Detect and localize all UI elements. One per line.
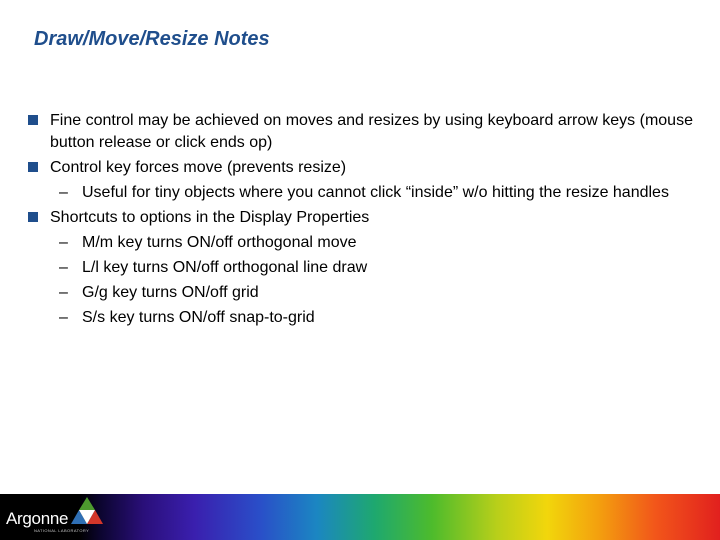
sub-bullet-item <box>28 307 708 329</box>
sub-bullet-text: G/g key turns ON/off grid <box>82 284 259 301</box>
footer-gradient-bar <box>0 494 720 540</box>
sub-bullet-text: L/l key turns ON/off orthogonal line draw <box>82 259 368 276</box>
bullet-text: Control key forces move (prevents resize) <box>50 159 347 176</box>
bullet-text: Fine control may be achieved on moves and resizes by using keyboard arrow keys (mouse button release or click ends op) <box>50 112 693 151</box>
sub-bullet-item <box>28 182 708 204</box>
logo-wordmark: Argonne <box>6 509 69 528</box>
sub-bullet-item <box>28 282 708 304</box>
square-bullet-icon <box>28 162 38 172</box>
dash-bullet-icon: – <box>59 184 68 201</box>
dash-bullet-icon: – <box>59 234 68 251</box>
dash-bullet-icon: – <box>59 284 68 301</box>
dash-bullet-icon: – <box>59 259 68 276</box>
bullet-text: Shortcuts to options in the Display Properties <box>50 209 370 226</box>
sub-bullet-text: M/m key turns ON/off orthogonal move <box>82 234 357 251</box>
logo-subtext: NATIONAL LABORATORY <box>34 528 90 533</box>
sub-bullet-text: S/s key turns ON/off snap-to-grid <box>82 309 315 326</box>
sub-bullet-item <box>28 257 708 279</box>
triangle-logo-icon <box>70 496 104 526</box>
dash-bullet-icon: – <box>59 309 68 326</box>
bullet-item <box>28 110 708 154</box>
square-bullet-icon <box>28 212 38 222</box>
square-bullet-icon <box>28 115 38 125</box>
bullet-item <box>28 207 708 229</box>
argonne-logo <box>6 494 110 540</box>
bullet-list <box>28 110 708 332</box>
sub-bullet-text: Useful for tiny objects where you cannot click “inside” w/o hitting the resize handles <box>82 184 669 201</box>
bullet-item <box>28 157 708 179</box>
slide-title: Draw/Move/Resize Notes <box>34 28 270 50</box>
sub-bullet-item <box>28 232 708 254</box>
